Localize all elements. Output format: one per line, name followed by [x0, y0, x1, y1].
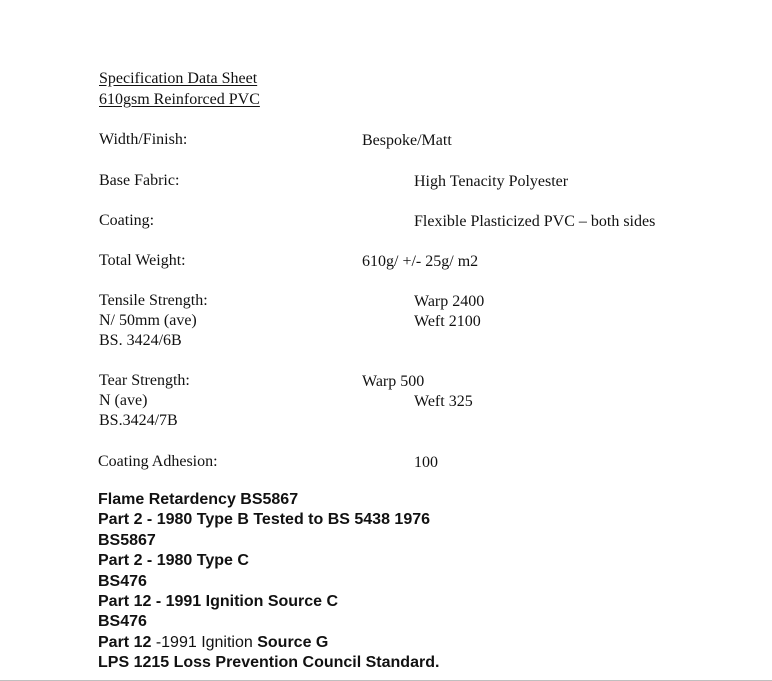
flame-line: LPS 1215 Loss Prevention Council Standard.: [98, 654, 440, 672]
tensile-warp-value: Warp 2400: [414, 293, 485, 310]
base-fabric-label: Base Fabric:: [99, 172, 180, 189]
tear-strength-standard: BS.3424/7B: [99, 412, 178, 429]
total-weight-label: Total Weight:: [99, 252, 186, 269]
flame-retardency-section: [98, 490, 439, 674]
tensile-strength-unit: N/ 50mm (ave): [99, 312, 197, 329]
flame-line: BS476: [98, 613, 147, 631]
flame-line: BS5867: [98, 531, 156, 549]
flame-ignition-text: -1991 Ignition: [151, 633, 258, 651]
width-finish-label: Width/Finish:: [99, 131, 188, 148]
document-title: Specification Data Sheet: [99, 70, 258, 87]
coating-label: Coating:: [99, 212, 155, 229]
flame-line: BS476: [98, 572, 147, 590]
base-fabric-value: High Tenacity Polyester: [414, 173, 569, 190]
flame-source-label: Source G: [257, 633, 329, 651]
flame-line: Flame Retardency BS5867: [98, 491, 299, 508]
tear-strength-title: Tear Strength:: [99, 372, 190, 389]
tear-weft-value: Weft 325: [414, 393, 473, 410]
total-weight-value: 610g/ +/- 25g/ m2: [362, 253, 479, 270]
coating-adhesion-label: Coating Adhesion:: [98, 453, 218, 470]
tensile-strength-values: [414, 292, 484, 332]
flame-line: Part 12 - 1991 Ignition Source C: [98, 593, 339, 611]
tear-strength-unit: N (ave): [99, 392, 148, 409]
flame-line: Part 2 - 1980 Type C: [98, 552, 249, 570]
coating-adhesion-value: 100: [414, 454, 438, 471]
tensile-strength-label: [99, 291, 208, 351]
flame-line-mixed: [98, 633, 439, 653]
tensile-weft-value: Weft 2100: [414, 313, 481, 330]
tensile-strength-standard: BS. 3424/6B: [99, 332, 182, 349]
coating-value: Flexible Plasticized PVC – both sides: [414, 213, 656, 230]
tear-warp-value: Warp 500: [362, 373, 425, 390]
document-subtitle: 610gsm Reinforced PVC: [99, 91, 260, 108]
flame-part-label: Part 12: [98, 633, 152, 651]
tensile-strength-title: Tensile Strength:: [99, 292, 208, 309]
width-finish-value: Bespoke/Matt: [362, 132, 452, 149]
flame-line: Part 2 - 1980 Type B Tested to BS 5438 1976: [98, 511, 431, 529]
tear-strength-label: [99, 371, 190, 431]
